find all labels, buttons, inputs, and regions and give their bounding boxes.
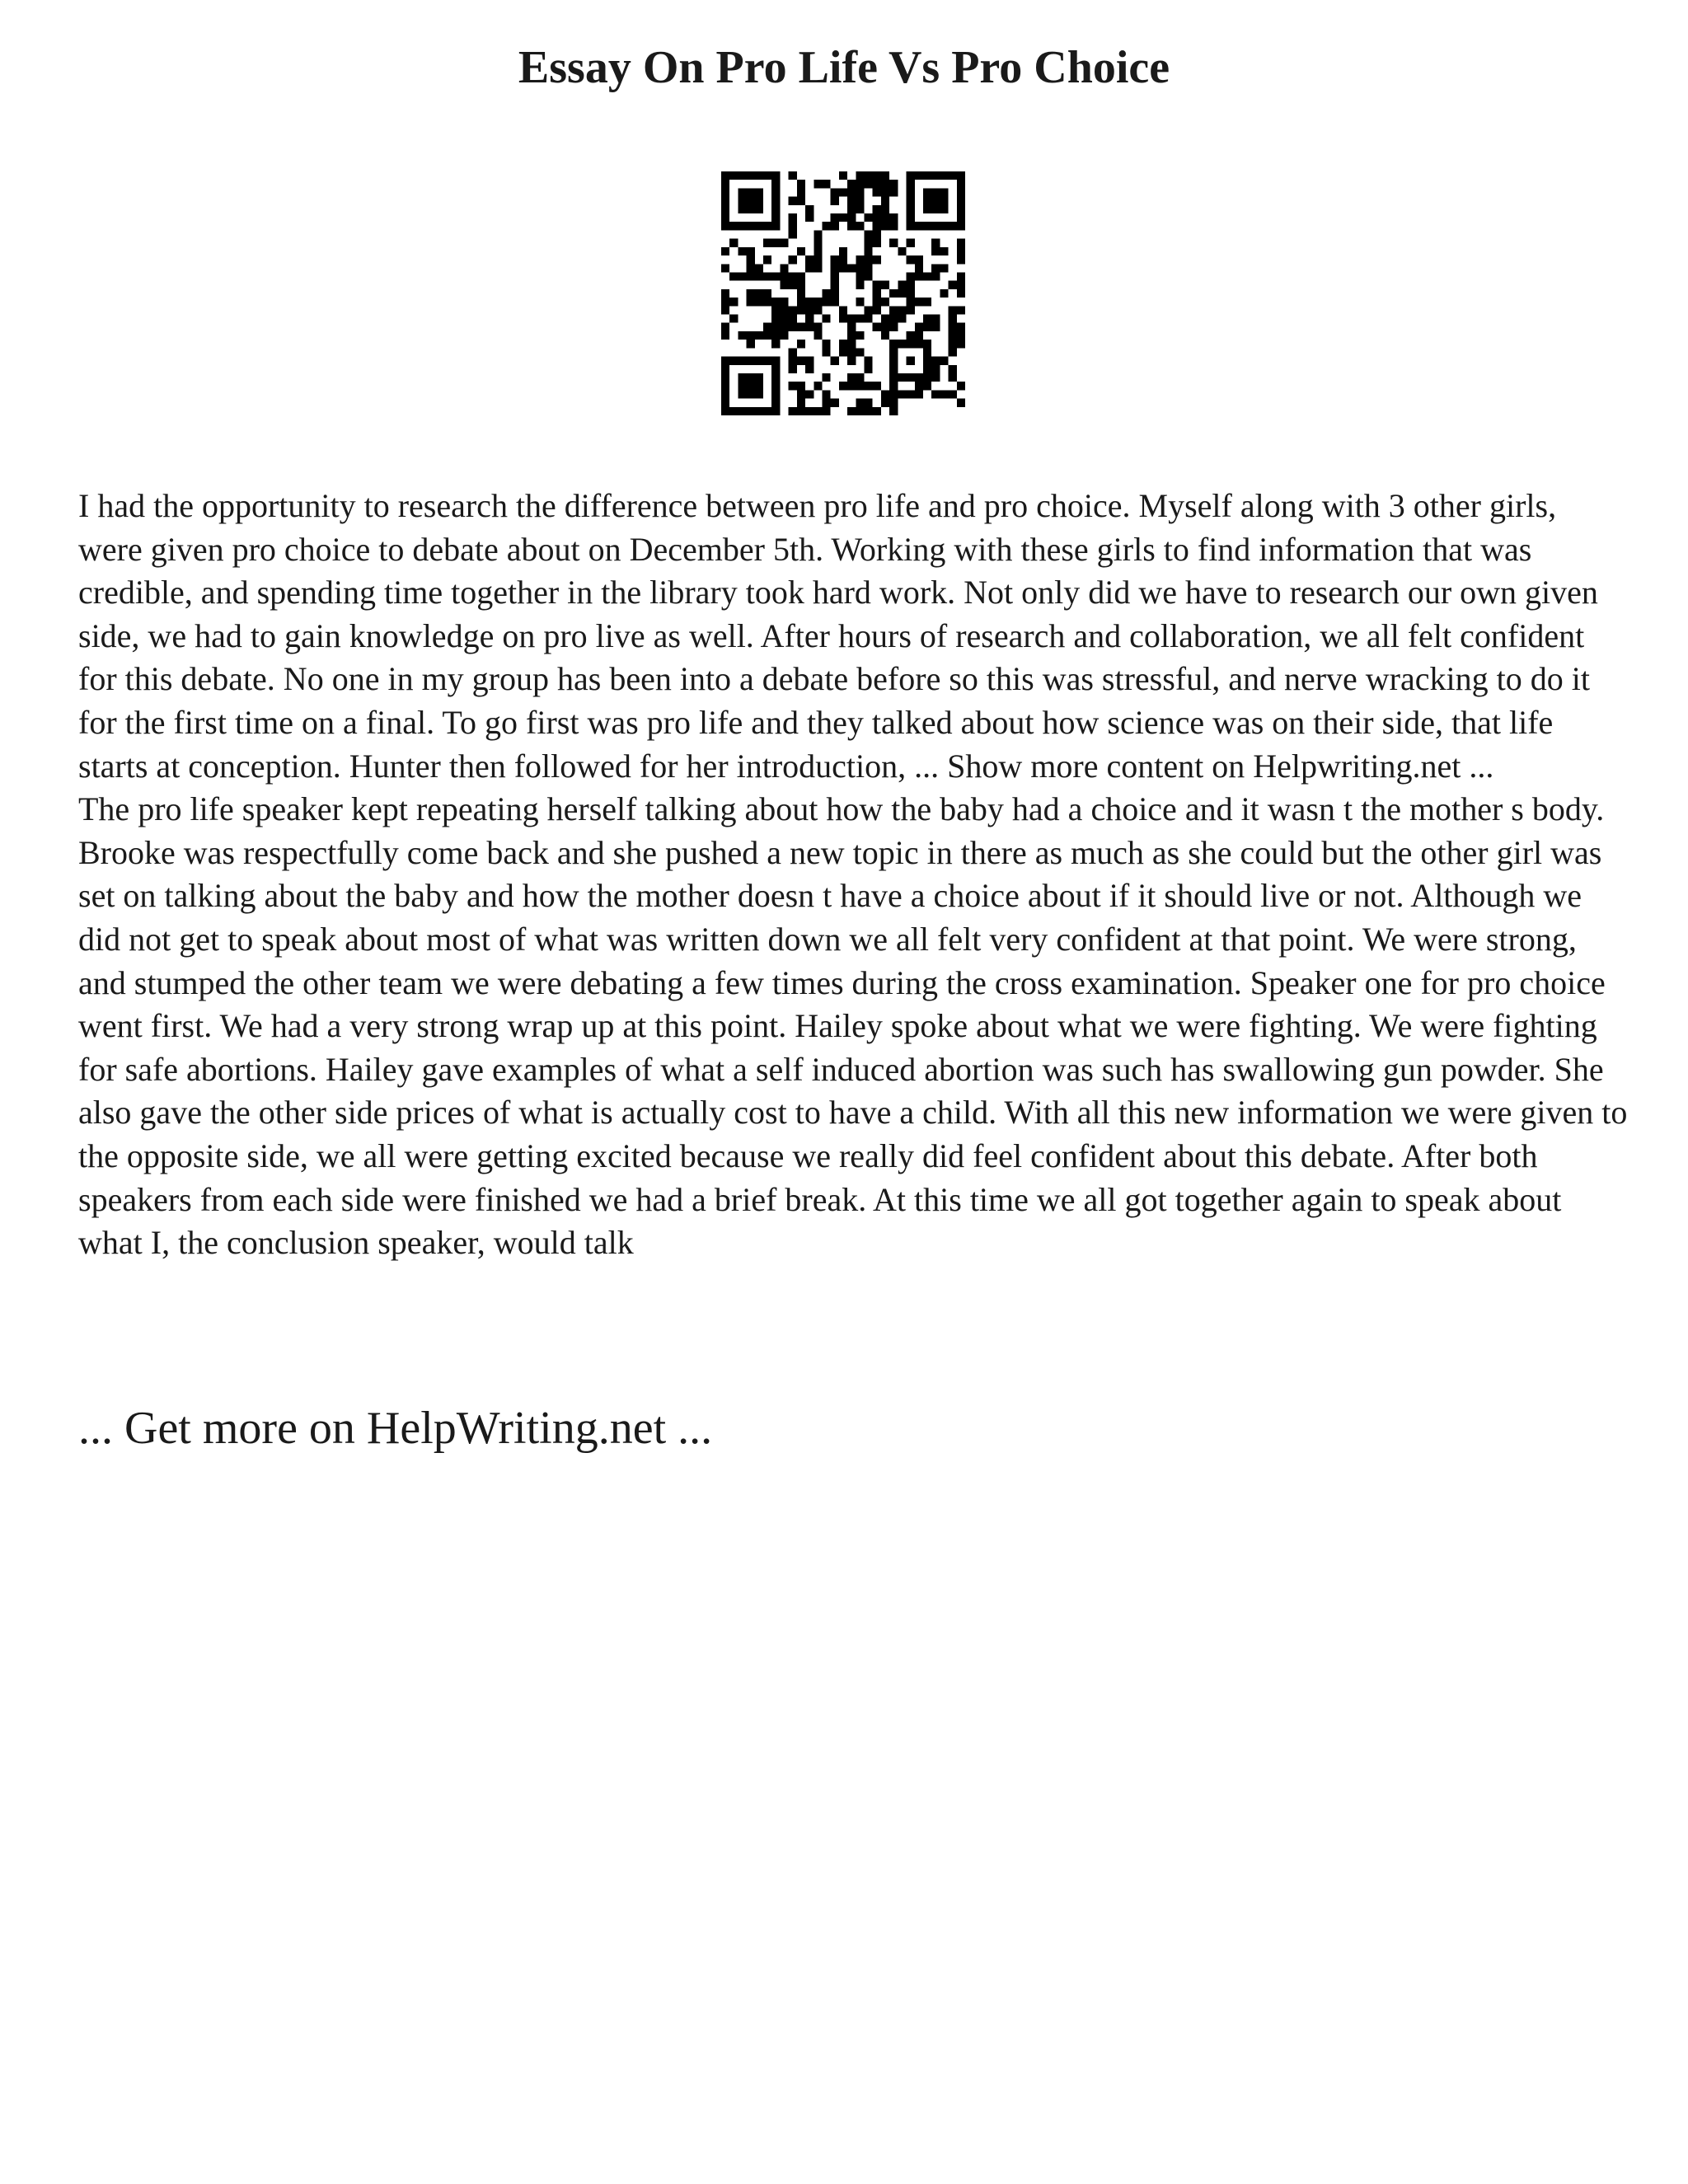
qr-code-image bbox=[721, 171, 965, 415]
page-title: Essay On Pro Life Vs Pro Choice bbox=[518, 42, 1170, 93]
essay-body bbox=[78, 485, 1628, 1265]
qr-code bbox=[721, 171, 965, 415]
essay-paragraph-1: I had the opportunity to research the difference between pro life and pro choice. Myself along with 3 other girls, were given pro choice to debate about on December 5th. Working with these girls to find information that was credible, and spending time together in the library took hard work. Not only did we have to research our own given side, we had to gain knowledge on pro live as well. After hours of research and collaboration, we all felt confident for this debate. No one in my group has been into a debate before so this was stressful, and nerve wracking to do it for the first time on a final. To go first was pro life and they talked about how science was on their side, that life starts at conception. Hunter then followed for her introduction, ... Show more content on Helpwriting.net ... bbox=[78, 487, 1598, 785]
get-more-link[interactable]: ... Get more on HelpWriting.net ... bbox=[78, 1403, 713, 1454]
essay-paragraph-2: The pro life speaker kept repeating herself talking about how the baby had a choice and it wasn t the mother s body. Brooke was respectfully come back and she pushed a new topic in there as much as she could but the other girl was set on talking about the baby and how the mother doesn t have a choice about if it should live or not. Although we did not get to speak about most of what was written down we all felt very confident at that point. We were strong, and stumped the other team we were debating a few times during the cross examination. Speaker one for pro choice went first. We had a very strong wrap up at this point. Hailey spoke about what we were fighting. We were fighting for safe abortions. Hailey gave examples of what a self induced abortion was such has swallowing gun powder. She also gave the other side prices of what is actually cost to have a child. With all this new information we were given to the opposite side, we all were getting excited because we really did feel confident about this debate. After both speakers from each side were finished we had a brief break. At this time we all got together again to speak about what I, the conclusion speaker, would talk bbox=[78, 790, 1628, 1262]
